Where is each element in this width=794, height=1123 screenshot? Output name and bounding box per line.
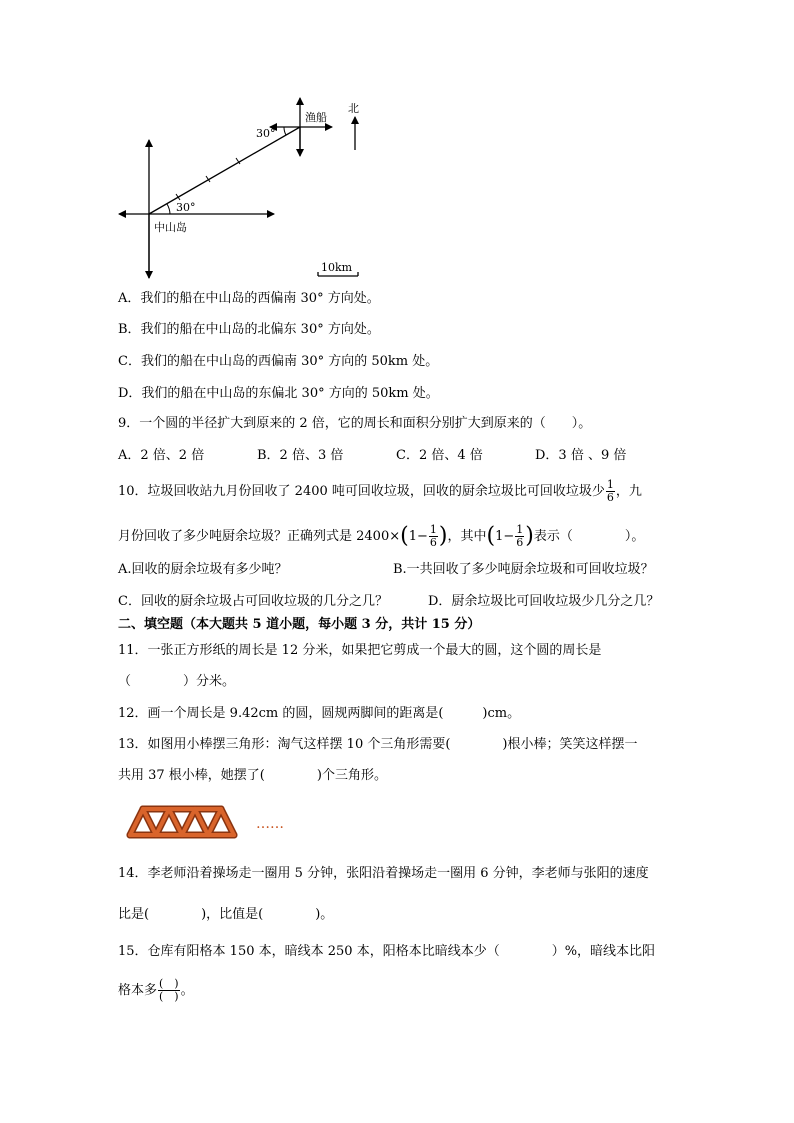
q10-text-2c: 表示（ ）。 bbox=[533, 529, 645, 544]
q9-option-d: D．3 倍 、9 倍 bbox=[535, 448, 627, 463]
q8-option-d: D．我们的船在中山岛的东偏北 30° 方向的 50km 处。 bbox=[118, 386, 439, 401]
q10-text-2a: 月份回收了多少吨厨余垃圾？正确列式是 2400× bbox=[118, 529, 401, 544]
q14-line-2: 比是( )，比值是( )。 bbox=[118, 907, 334, 922]
stick-highlight bbox=[221, 809, 234, 835]
q11-line-2: （ ）分米。 bbox=[118, 674, 236, 689]
q9-option-b: B．2 倍、3 倍 bbox=[257, 448, 344, 463]
stick-dots: …… bbox=[256, 816, 284, 832]
angle-arc-ship bbox=[284, 127, 286, 135]
q11-line-1: 11．一张正方形纸的周长是 12 分米，如果把它剪成一个最大的圆，这个圆的周长是 bbox=[118, 643, 602, 658]
q9-option-a: A．2 倍、2 倍 bbox=[118, 448, 205, 463]
angle-arc-island bbox=[167, 204, 170, 214]
section-2-title: 二、填空题（本大题共 5 道小题，每小题 3 分，共计 15 分） bbox=[118, 617, 481, 632]
stick-highlight bbox=[182, 809, 195, 835]
stick-highlight bbox=[195, 809, 208, 835]
q9-option-c: C．2 倍、4 倍 bbox=[396, 448, 483, 463]
angle-label-island: 30° bbox=[176, 201, 196, 214]
island-label: 中山岛 bbox=[154, 221, 187, 234]
q10-option-b: B.一共回收了多少吨厨余垃圾和可回收垃圾？ bbox=[393, 562, 654, 577]
north-label: 北 bbox=[348, 102, 359, 115]
q15-line-1: 15．仓库有阳格本 150 本，暗线本 250 本，阳格本比暗线本少（ ）%，暗线本比阳 bbox=[118, 944, 656, 959]
q10-line-2: 月份回收了多少吨厨余垃圾？正确列式是 2400×(1− $\frac{1}{6}$ )，其中(1− $\frac{1}{6}$ )表示（ ）。 bbox=[118, 523, 645, 549]
q10-option-d: D．厨余垃圾比可回收垃圾少几分之几？ bbox=[428, 594, 660, 609]
ship-label: 渔船 bbox=[305, 111, 327, 124]
stick-highlight bbox=[208, 809, 221, 835]
angle-label-ship: 30° bbox=[256, 127, 276, 140]
q8-option-a: A．我们的船在中山岛的西偏南 30° 方向处。 bbox=[118, 291, 380, 306]
scale-label: 10km bbox=[321, 261, 353, 274]
q13-line-2: 共用 37 根小棒，她摆了( )个三角形。 bbox=[118, 768, 387, 783]
q13-line-1: 13．如图用小棒摆三角形：淘气这样摆 10 个三角形需要( )根小棒；笑笑这样摆一 bbox=[118, 737, 638, 752]
q8-option-c: C．我们的船在中山岛的西偏南 30° 方向的 50km 处。 bbox=[118, 354, 439, 369]
q10-text-2b: ，其中 bbox=[447, 529, 487, 544]
q14-line-1: 14．李老师沿着操场走一圈用 5 分钟，张阳沿着操场走一圈用 6 分钟，李老师与张阳的速度 bbox=[118, 866, 649, 881]
stick-triangles-figure bbox=[124, 803, 324, 843]
q8-option-b: B．我们的船在中山岛的北偏东 30° 方向处。 bbox=[118, 322, 380, 337]
direction-diagram bbox=[0, 0, 794, 290]
q10-text-1a: 10．垃圾回收站九月份回收了 2400 吨可回收垃圾，回收的厨余垃圾比可回收垃圾少 bbox=[118, 484, 605, 499]
q12-stem: 12．画一个周长是 9.42cm 的圆，圆规两脚间的距离是( )cm。 bbox=[118, 706, 521, 721]
route-line bbox=[149, 127, 300, 214]
q10-option-a: A.回收的厨余垃圾有多少吨？ bbox=[118, 562, 288, 577]
q9-stem: 9．一个圆的半径扩大到原来的 2 倍，它的周长和面积分别扩大到原来的（ ）。 bbox=[118, 416, 592, 431]
q10-fraction: $\frac{1}{6}$ bbox=[606, 478, 614, 504]
q15-line-2: 格本多 $\frac{( )}{( )}$ 。 bbox=[118, 977, 194, 1003]
stick-highlight bbox=[143, 809, 156, 835]
stick-highlight bbox=[169, 809, 182, 835]
stick-highlight bbox=[130, 809, 143, 835]
q10-line-1 bbox=[118, 479, 642, 504]
q10-text-1b: ，九 bbox=[615, 484, 642, 499]
stick-highlight bbox=[156, 809, 169, 835]
q10-option-c: C．回收的厨余垃圾占可回收垃圾的几分之几？ bbox=[118, 594, 388, 609]
q15-blank-fraction: $\frac{( )}{( )}$ bbox=[159, 977, 179, 1003]
